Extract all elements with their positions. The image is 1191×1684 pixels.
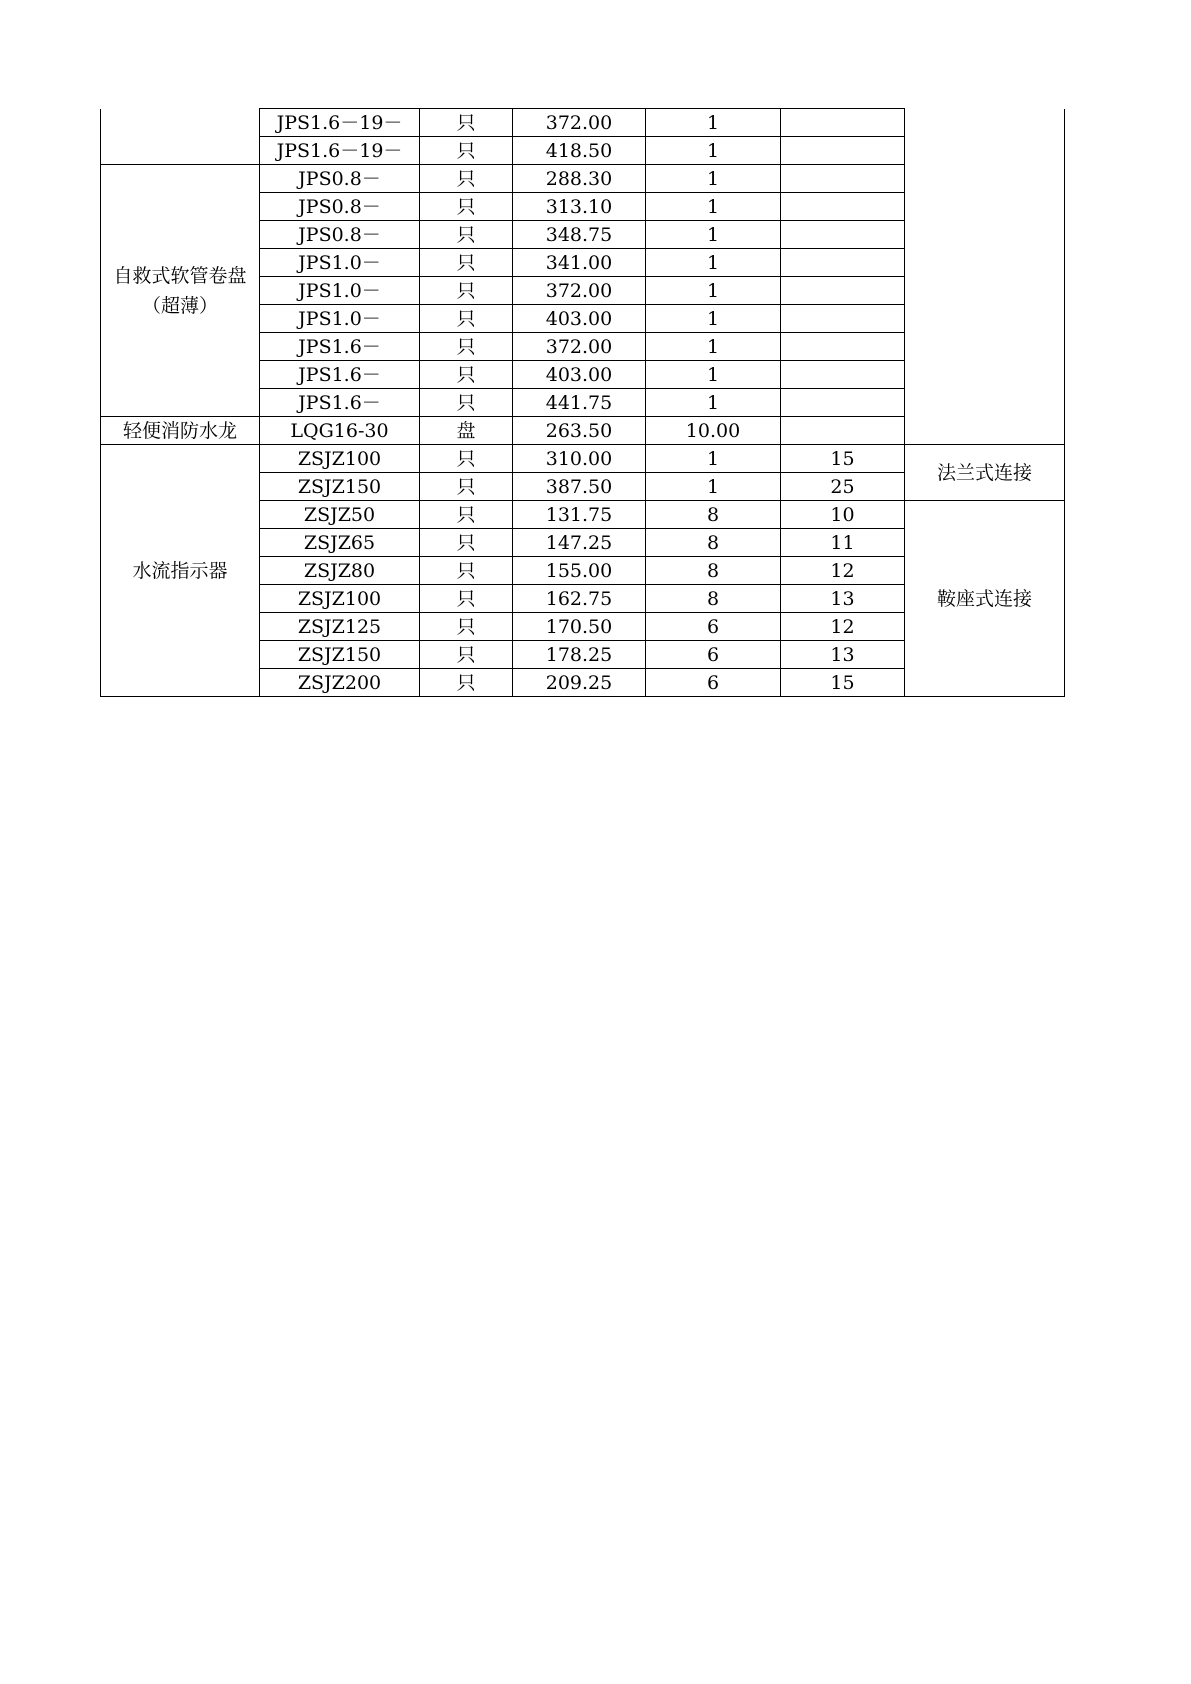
- qty-cell: 1: [646, 473, 781, 501]
- product-name-cell: 水流指示器: [101, 445, 260, 697]
- model-cell: JPS1.0－: [260, 277, 420, 305]
- qty-cell: 1: [646, 305, 781, 333]
- weight-cell: [781, 417, 905, 445]
- model-cell: ZSJZ100: [260, 445, 420, 473]
- weight-cell: [781, 333, 905, 361]
- unit-cell: 只: [420, 137, 513, 165]
- model-cell: JPS1.6－: [260, 389, 420, 417]
- weight-cell: [781, 361, 905, 389]
- model-cell: ZSJZ100: [260, 585, 420, 613]
- model-cell: JPS0.8－: [260, 221, 420, 249]
- price-cell: 162.75: [513, 585, 646, 613]
- qty-cell: 8: [646, 501, 781, 529]
- model-cell: JPS0.8－: [260, 165, 420, 193]
- price-cell: 147.25: [513, 529, 646, 557]
- note-cell: 法兰式连接: [905, 445, 1065, 501]
- price-cell: 403.00: [513, 361, 646, 389]
- weight-cell: 11: [781, 529, 905, 557]
- note-cell-continued: [905, 109, 1065, 445]
- note-cell: 鞍座式连接: [905, 501, 1065, 697]
- product-name-cell: 自救式软管卷盘（超薄）: [101, 165, 260, 417]
- weight-cell: 15: [781, 669, 905, 697]
- price-cell: 131.75: [513, 501, 646, 529]
- price-cell: 348.75: [513, 221, 646, 249]
- unit-cell: 只: [420, 277, 513, 305]
- table-row: [101, 109, 1065, 137]
- unit-cell: 只: [420, 669, 513, 697]
- product-name-cell-continued: [101, 109, 260, 165]
- qty-cell: 1: [646, 137, 781, 165]
- unit-cell: 只: [420, 473, 513, 501]
- price-cell: 403.00: [513, 305, 646, 333]
- unit-cell: 只: [420, 221, 513, 249]
- model-cell: JPS1.0－: [260, 249, 420, 277]
- unit-cell: 只: [420, 361, 513, 389]
- model-cell: ZSJZ65: [260, 529, 420, 557]
- price-cell: 310.00: [513, 445, 646, 473]
- model-cell: JPS1.6－: [260, 333, 420, 361]
- weight-cell: [781, 109, 905, 137]
- qty-cell: 1: [646, 445, 781, 473]
- table-row: [101, 445, 1065, 473]
- price-cell: 209.25: [513, 669, 646, 697]
- unit-cell: 只: [420, 641, 513, 669]
- model-cell: JPS1.6－19－: [260, 109, 420, 137]
- unit-cell: 只: [420, 165, 513, 193]
- weight-cell: [781, 193, 905, 221]
- price-cell: 170.50: [513, 613, 646, 641]
- weight-cell: [781, 277, 905, 305]
- unit-cell: 只: [420, 305, 513, 333]
- price-cell: 372.00: [513, 277, 646, 305]
- unit-cell: 只: [420, 613, 513, 641]
- price-table: [100, 108, 1065, 697]
- price-cell: 418.50: [513, 137, 646, 165]
- weight-cell: [781, 137, 905, 165]
- qty-cell: 6: [646, 669, 781, 697]
- weight-cell: [781, 305, 905, 333]
- price-cell: 441.75: [513, 389, 646, 417]
- model-cell: ZSJZ80: [260, 557, 420, 585]
- weight-cell: 13: [781, 641, 905, 669]
- product-name-cell: 轻便消防水龙: [101, 417, 260, 445]
- price-cell: 372.00: [513, 333, 646, 361]
- weight-cell: 12: [781, 557, 905, 585]
- qty-cell: 1: [646, 193, 781, 221]
- qty-cell: 1: [646, 361, 781, 389]
- qty-cell: 8: [646, 529, 781, 557]
- model-cell: ZSJZ200: [260, 669, 420, 697]
- unit-cell: 只: [420, 445, 513, 473]
- unit-cell: 只: [420, 557, 513, 585]
- model-cell: JPS1.6－19－: [260, 137, 420, 165]
- qty-cell: 1: [646, 221, 781, 249]
- weight-cell: [781, 389, 905, 417]
- qty-cell: 1: [646, 333, 781, 361]
- price-cell: 387.50: [513, 473, 646, 501]
- weight-cell: 10: [781, 501, 905, 529]
- qty-cell: 1: [646, 389, 781, 417]
- unit-cell: 只: [420, 389, 513, 417]
- price-cell: 313.10: [513, 193, 646, 221]
- model-cell: ZSJZ50: [260, 501, 420, 529]
- unit-cell: 只: [420, 109, 513, 137]
- weight-cell: [781, 249, 905, 277]
- weight-cell: [781, 165, 905, 193]
- unit-cell: 只: [420, 585, 513, 613]
- weight-cell: [781, 221, 905, 249]
- weight-cell: 15: [781, 445, 905, 473]
- qty-cell: 1: [646, 277, 781, 305]
- unit-cell: 只: [420, 193, 513, 221]
- weight-cell: 13: [781, 585, 905, 613]
- price-cell: 372.00: [513, 109, 646, 137]
- qty-cell: 6: [646, 613, 781, 641]
- unit-cell: 只: [420, 501, 513, 529]
- price-cell: 155.00: [513, 557, 646, 585]
- price-table-sheet: [100, 108, 1065, 697]
- weight-cell: 12: [781, 613, 905, 641]
- price-cell: 263.50: [513, 417, 646, 445]
- model-cell: JPS1.6－: [260, 361, 420, 389]
- qty-cell: 1: [646, 249, 781, 277]
- model-cell: JPS1.0－: [260, 305, 420, 333]
- model-cell: LQG16-30: [260, 417, 420, 445]
- qty-cell: 1: [646, 109, 781, 137]
- model-cell: ZSJZ150: [260, 641, 420, 669]
- price-cell: 178.25: [513, 641, 646, 669]
- qty-cell: 1: [646, 165, 781, 193]
- model-cell: JPS0.8－: [260, 193, 420, 221]
- price-cell: 288.30: [513, 165, 646, 193]
- model-cell: ZSJZ150: [260, 473, 420, 501]
- unit-cell: 只: [420, 249, 513, 277]
- unit-cell: 盘: [420, 417, 513, 445]
- qty-cell: 10.00: [646, 417, 781, 445]
- weight-cell: 25: [781, 473, 905, 501]
- unit-cell: 只: [420, 333, 513, 361]
- price-cell: 341.00: [513, 249, 646, 277]
- unit-cell: 只: [420, 529, 513, 557]
- qty-cell: 6: [646, 641, 781, 669]
- qty-cell: 8: [646, 557, 781, 585]
- model-cell: ZSJZ125: [260, 613, 420, 641]
- qty-cell: 8: [646, 585, 781, 613]
